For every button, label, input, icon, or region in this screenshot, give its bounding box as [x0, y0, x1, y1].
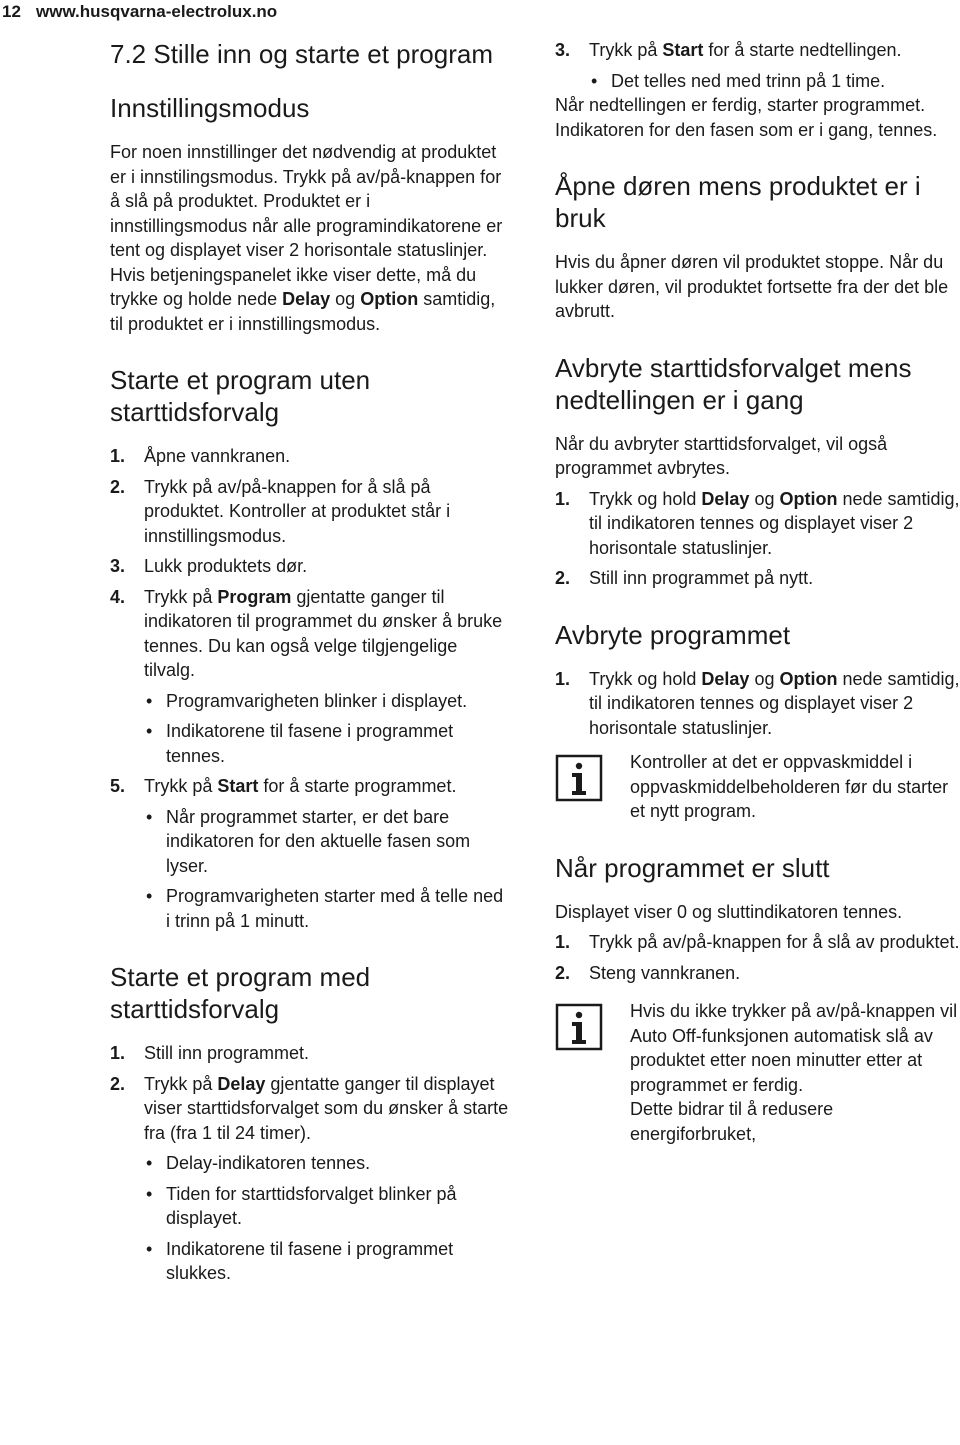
info-note-text: Kontroller at det er oppvaskmiddel i oppvaskmiddelbeholderen før du starter et nytt program. — [630, 752, 949, 821]
page-number: 12 — [2, 2, 21, 21]
delay-steps — [110, 1041, 510, 1286]
list-item: 2. Still inn programmet på nytt. — [555, 568, 814, 588]
left-column — [110, 38, 510, 1314]
list-item: 2. Trykk på Delay gjentatte ganger til displayet viser starttidsforvalget som du ønsker å starte fra (fra 1 til 24 timer). • Delay-indikatoren tennes. • Tiden for starttidsforvalget blinker på displayet. • Indikatorene til fasene i programmet slukkes. — [110, 1072, 510, 1286]
bullet-list — [144, 689, 510, 769]
info-icon — [555, 1003, 603, 1051]
settings-mode-text-2: Hvis betjeningspanelet ikke viser dette, må du trykke og holde nede Delay og Option samtidig, til produktet er i innstillingsmodus. — [110, 264, 496, 334]
list-item: 2. Steng vannkranen. — [555, 962, 741, 983]
bullet-item: • Delay-indikatoren tennes. — [144, 1151, 510, 1176]
list-item: 1. Still inn programmet. — [110, 1043, 310, 1063]
countdown-text: Når nedtellingen er ferdig, starter programmet. Indikatoren for den fasen som er i gang, tennes. — [555, 95, 938, 140]
cancel-program-heading: Avbryte programmet — [555, 619, 791, 650]
delay-heading: Starte et program med starttidsforvalg — [110, 962, 371, 1024]
list-item: 1. Trykk på av/på-knappen for å slå av produktet. — [555, 932, 960, 952]
settings-mode-heading: Innstillingsmodus — [110, 93, 310, 123]
open-door-text: Hvis du åpner døren vil produktet stoppe. Når du lukker døren, vil produktet fortsette fra der det ble avbrutt. — [555, 252, 949, 321]
info-note-auto-off — [555, 999, 960, 1146]
bullet-list — [144, 805, 510, 934]
list-item: 4. Trykk på Program gjentatte ganger til indikatoren til programmet du ønsker å bruke tennes. Du kan også velge tilgjengelige tilvalg. • Programvarigheten blinker i displayet. • Indikatorene til fasene i programmet tennes. — [110, 585, 510, 769]
no-delay-heading: Starte et program uten starttidsforvalg — [110, 365, 371, 427]
cancel-delay-steps — [555, 487, 960, 591]
program-end-text: Displayet viser 0 og sluttindikatoren tennes. — [555, 901, 903, 922]
section-title: 7.2 Stille inn og starte et program — [110, 39, 493, 69]
list-item: 5. Trykk på Start for å starte programmet. • Når programmet starter, er det bare indikatoren for den aktuelle fasen som lyser. • Programvarigheten starter med å telle ned i trinn på 1 minutt. — [110, 774, 510, 933]
program-end-heading: Når programmet er slutt — [555, 852, 830, 883]
bullet-item: • Det telles ned med trinn på 1 time. — [589, 69, 960, 94]
right-column — [555, 38, 960, 1174]
bullet-item: • Programvarigheten blinker i displayet. — [144, 689, 510, 714]
open-door-heading: Åpne døren mens produktet er i bruk — [555, 171, 921, 233]
info-note-text: Hvis du ikke trykker på av/på-knappen vil Auto Off-funksjonen automatisk slå av produktet etter noen minutter etter at programmet er ferdig. Dette bidrar til å redusere energiforbruket, — [630, 1001, 958, 1144]
list-item: 1. Åpne vannkranen. — [110, 446, 291, 466]
list-item: 1. Trykk og hold Delay og Option nede samtidig, til indikatoren tennes og displayet viser 2 horisontale statuslinjer. — [555, 668, 960, 738]
delay-steps-continued — [555, 38, 960, 93]
bullet-item: • Programvarigheten starter med å telle ned i trinn på 1 minutt. — [144, 884, 510, 933]
cancel-delay-heading: Avbryte starttidsforvalget mens nedtellingen er i gang — [555, 352, 912, 415]
site-url[interactable]: www.husqvarna-electrolux.no — [36, 2, 278, 21]
bullet-list — [589, 69, 960, 94]
bullet-item: • Indikatorene til fasene i programmet tennes. — [144, 719, 510, 768]
list-item: 1. Trykk og hold Delay og Option nede samtidig, til indikatoren tennes og displayet viser 2 horisontale statuslinjer. — [555, 488, 960, 558]
bullet-list — [144, 1151, 510, 1286]
page-header — [0, 2, 277, 22]
info-note-detergent — [555, 750, 960, 824]
bullet-item: • Tiden for starttidsforvalget blinker på displayet. — [144, 1182, 510, 1231]
list-item: 2. Trykk på av/på-knappen for å slå på produktet. Kontroller at produktet står i innstillingsmodus. — [110, 476, 451, 546]
list-item: 3. Trykk på Start for å starte nedtellingen. • Det telles ned med trinn på 1 time. — [555, 38, 960, 93]
program-end-steps — [555, 930, 960, 985]
cancel-program-steps — [555, 667, 960, 741]
cancel-delay-text: Når du avbryter starttidsforvalget, vil også programmet avbrytes. — [555, 433, 888, 478]
settings-mode-text: For noen innstillinger det nødvendig at produktet er i innstilingsmodus. Trykk på av/på-knappen for å slå på produktet. Produktet er i innstillingsmodus når alle programindikatorene er tent og displayet viser 2 horisontale statuslinjer. Hvis betjeningspanelet ikke viser dette, må du trykke og holde nede Delay og Option samtidig, til produktet er i innstillingsmodus. — [110, 142, 503, 334]
bullet-item: • Når programmet starter, er det bare indikatoren for den aktuelle fasen som lyser. — [144, 805, 510, 879]
list-item: 3. Lukk produktets dør. — [110, 556, 308, 576]
no-delay-steps — [110, 444, 510, 933]
bullet-item: • Indikatorene til fasene i programmet slukkes. — [144, 1237, 510, 1286]
info-icon — [555, 754, 603, 802]
